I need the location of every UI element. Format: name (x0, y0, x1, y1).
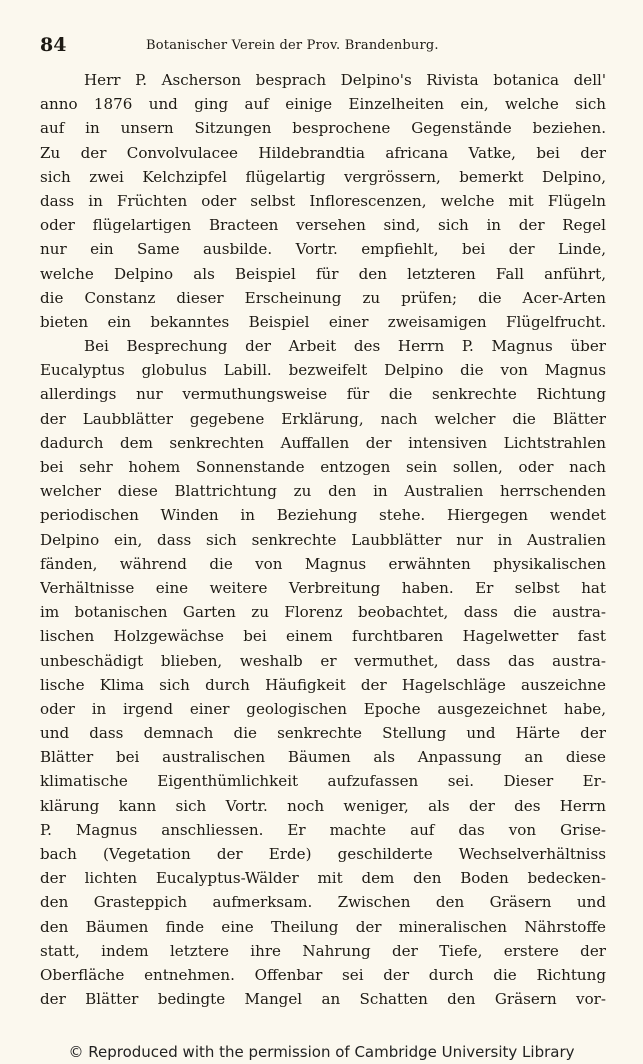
text-line: Eucalyptus globulus Labill. bezweifelt Delpino die von Magnus (40, 361, 606, 380)
running-head: Botanischer Verein der Prov. Brandenburg. (146, 38, 439, 53)
text-line: dass in Früchten oder selbst Inflorescenzen, welche mit Flügeln (40, 191, 606, 210)
page-number: 84 (40, 34, 67, 56)
body-text (40, 68, 606, 1011)
text-line: Bei Besprechung der Arbeit des Herrn P. Magnus über (84, 337, 606, 356)
text-line: statt, indem letztere ihre Nahrung der Tiefe, erstere der (40, 941, 606, 960)
text-line: Delpino ein, dass sich senkrechte Laubblätter nur in Australien (40, 530, 606, 549)
text-line: welche Delpino als Beispiel für den letzteren Fall anführt, (40, 264, 606, 283)
page-header (40, 34, 603, 60)
text-line: periodischen Winden in Beziehung stehe. Hiergegen wendet (40, 506, 606, 525)
copyright-notice: © Reproduced with the permission of Cambridge University Library (68, 1043, 575, 1061)
text-line: dadurch dem senkrechten Auffallen der intensiven Lichtstrahlen (40, 433, 606, 452)
text-line: auf in unsern Sitzungen besprochene Gegenstände beziehen. (40, 119, 606, 138)
text-line: Herr P. Ascherson besprach Delpino's Rivista botanica dell' (84, 71, 606, 89)
text-line: im botanischen Garten zu Florenz beobachtet, dass die austra- (40, 603, 606, 622)
text-line: Verhältnisse eine weitere Verbreitung haben. Er selbst hat (40, 578, 606, 597)
text-line: den Bäumen finde eine Theilung der mineralischen Nährstoffe (40, 917, 606, 936)
text-line: bieten ein bekanntes Beispiel einer zweisamigen Flügelfrucht. (40, 312, 606, 331)
text-line: P. Magnus anschliessen. Er machte auf das von Grise- (40, 820, 606, 839)
text-line: der Laubblätter gegebene Erklärung, nach welcher die Blätter (40, 409, 606, 428)
text-line: Oberfläche entnehmen. Offenbar sei der durch die Richtung (40, 965, 606, 984)
text-line: und dass demnach die senkrechte Stellung und Härte der (40, 724, 606, 743)
text-line: welcher diese Blattrichtung zu den in Australien herrschenden (40, 482, 606, 501)
text-line: allerdings nur vermuthungsweise für die senkrechte Richtung (40, 385, 606, 404)
text-line: unbeschädigt blieben, weshalb er vermuthet, dass das austra- (40, 651, 606, 670)
text-line: oder in irgend einer geologischen Epoche ausgezeichnet habe, (40, 699, 606, 718)
text-line: bei sehr hohem Sonnenstande entzogen sein sollen, oder nach (40, 458, 606, 476)
text-line: der lichten Eucalyptus-Wälder mit dem den Boden bedecken- (40, 869, 606, 888)
text-line: lischen Holzgewächse bei einem furchtbaren Hagelwetter fast (40, 627, 606, 646)
text-line: lische Klima sich durch Häufigkeit der Hagelschläge auszeichne (40, 675, 606, 694)
text-line: den Grasteppich aufmerksam. Zwischen den Gräsern und (40, 893, 606, 912)
text-line: anno 1876 und ging auf einige Einzelheiten ein, welche sich (40, 95, 606, 114)
text-line: Blätter bei australischen Bäumen als Anpassung an diese (40, 748, 606, 767)
text-line: oder flügelartigen Bracteen versehen sind, sich in der Regel (40, 216, 606, 235)
text-line: Zu der Convolvulacee Hildebrandtia africana Vatke, bei der (40, 143, 606, 162)
text-line: die Constanz dieser Erscheinung zu prüfen; die Acer-Arten (40, 288, 606, 307)
text-line: fänden, während die von Magnus erwähnten physikalischen (40, 554, 606, 573)
text-line: klimatische Eigenthümlichkeit aufzufassen sei. Dieser Er- (40, 772, 606, 791)
text-line: sich zwei Kelchzipfel flügelartig vergrössern, bemerkt Delpino, (40, 167, 606, 186)
text-line: klärung kann sich Vortr. noch weniger, als der des Herrn (40, 796, 606, 815)
text-line: bach (Vegetation der Erde) geschilderte Wechselverhältniss (40, 845, 606, 863)
text-line: nur ein Same ausbilde. Vortr. empfiehlt, bei der Linde, (40, 240, 606, 259)
text-line: der Blätter bedingte Mangel an Schatten den Gräsern vor- (40, 990, 606, 1009)
